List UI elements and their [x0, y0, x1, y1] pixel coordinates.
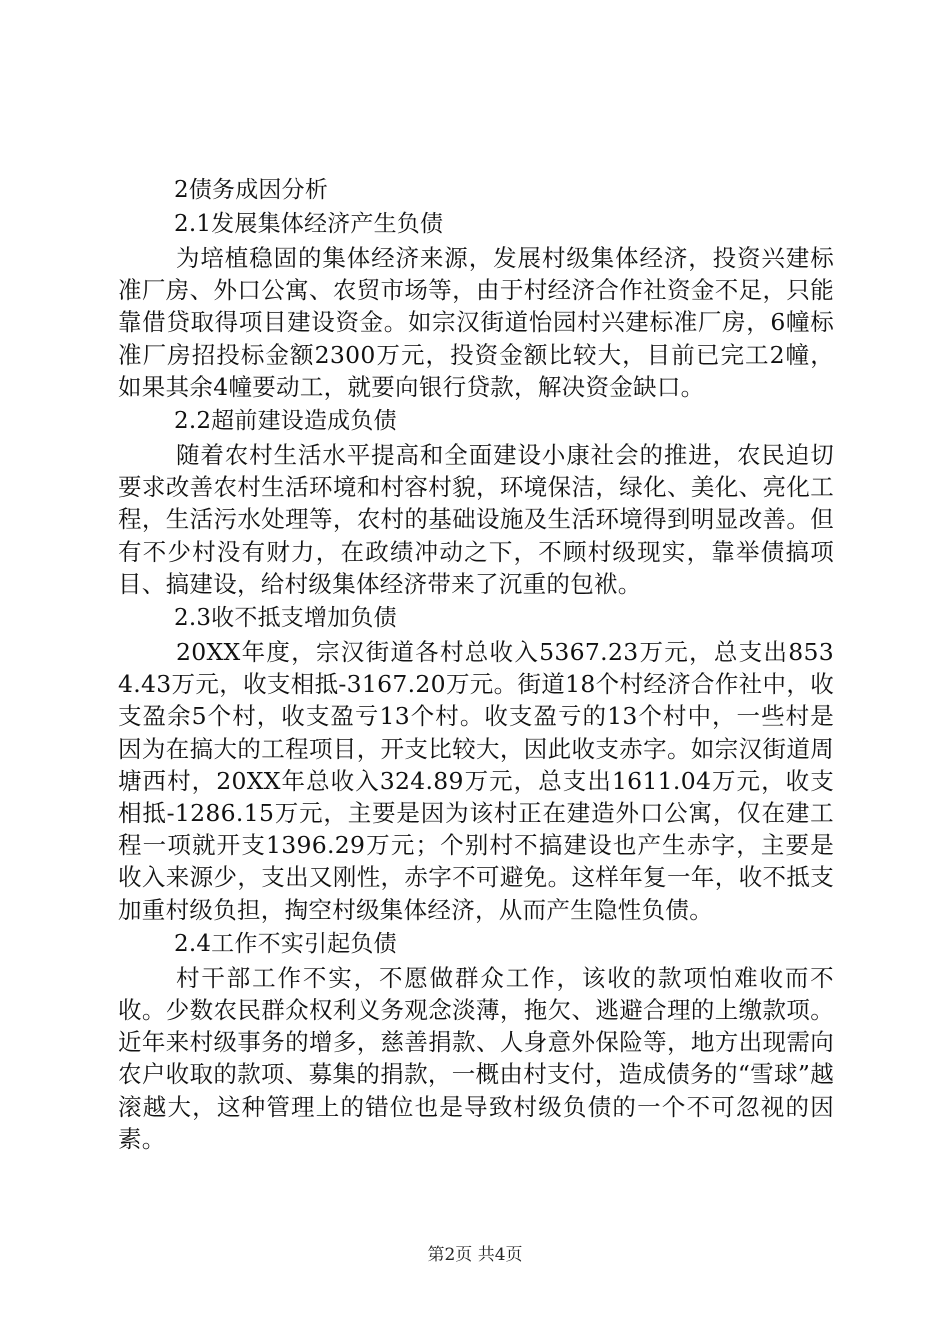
paragraph-2-4: 村干部工作不实，不愿做群众工作，该收的款项怕难收而不收。少数农民群众权利义务观念淡薄，拖欠、逃避合理的上缴款项。近年来村级事务的增多，慈善捐款、人身意外保险等，地方出现需向农户收取的款项、募集的捐款，一概由村支付，造成债务的“雪球”越滚越大，这种管理上的错位也是导致村级负债的一个不可忽视的因素。	[118, 963, 834, 1153]
paragraph-2-3: 20XX年度，宗汉街道各村总收入5367.23万元，总支出8534.43万元，收支相抵-3167.20万元。街道18个村经济合作社中，收支盈余5个村，收支盈亏13个村。收支盈亏的13个村中，一些村是因为在搞大的工程项目，开支比较大，因此收支赤字。如宗汉街道周塘西村，20XX年总收入324.89万元，总支出1611.04万元，收支相抵-1286.15万元，主要是因为该村正在建造外口公寓，仅在建工程一项就开支1396.29万元；个别村不搞建设也产生赤字，主要是收入来源少，支出又刚性，赤字不可避免。这样年复一年，收不抵支加重村级负担，掏空村级集体经济，从而产生隐性负债。	[118, 638, 834, 924]
section-heading-2-3: 2.3收不抵支增加负债	[174, 605, 397, 632]
page-number-footer: 第2页 共4页	[427, 1245, 523, 1265]
section-heading-2-2: 2.2超前建设造成负债	[174, 408, 397, 435]
section-heading-2-4: 2.4工作不实引起负债	[174, 930, 397, 957]
paragraph-2-2: 随着农村生活水平提高和全面建设小康社会的推进，农民迫切要求改善农村生活环境和村容村貌，环境保洁，绿化、美化、亮化工程，生活污水处理等，农村的基础设施及生活环境得到明显改善。但有不少村没有财力，在政绩冲动之下，不顾村级现实，靠举债搞项目、搞建设，给村级集体经济带来了沉重的包袱。	[118, 441, 834, 598]
paragraph-2-1: 为培植稳固的集体经济来源，发展村级集体经济，投资兴建标准厂房、外口公寓、农贸市场等，由于村经济合作社资金不足，只能靠借贷取得项目建设资金。如宗汉街道怡园村兴建标准厂房，6幢标准厂房招投标金额2300万元，投资金额比较大，目前已完工2幢，如果其余4幢要动工，就要向银行贷款，解决资金缺口。	[118, 244, 834, 401]
document-body	[118, 174, 834, 1157]
section-heading-2-1: 2.1发展集体经济产生负债	[174, 211, 444, 237]
section-heading-2: 2债务成因分析	[174, 177, 329, 203]
